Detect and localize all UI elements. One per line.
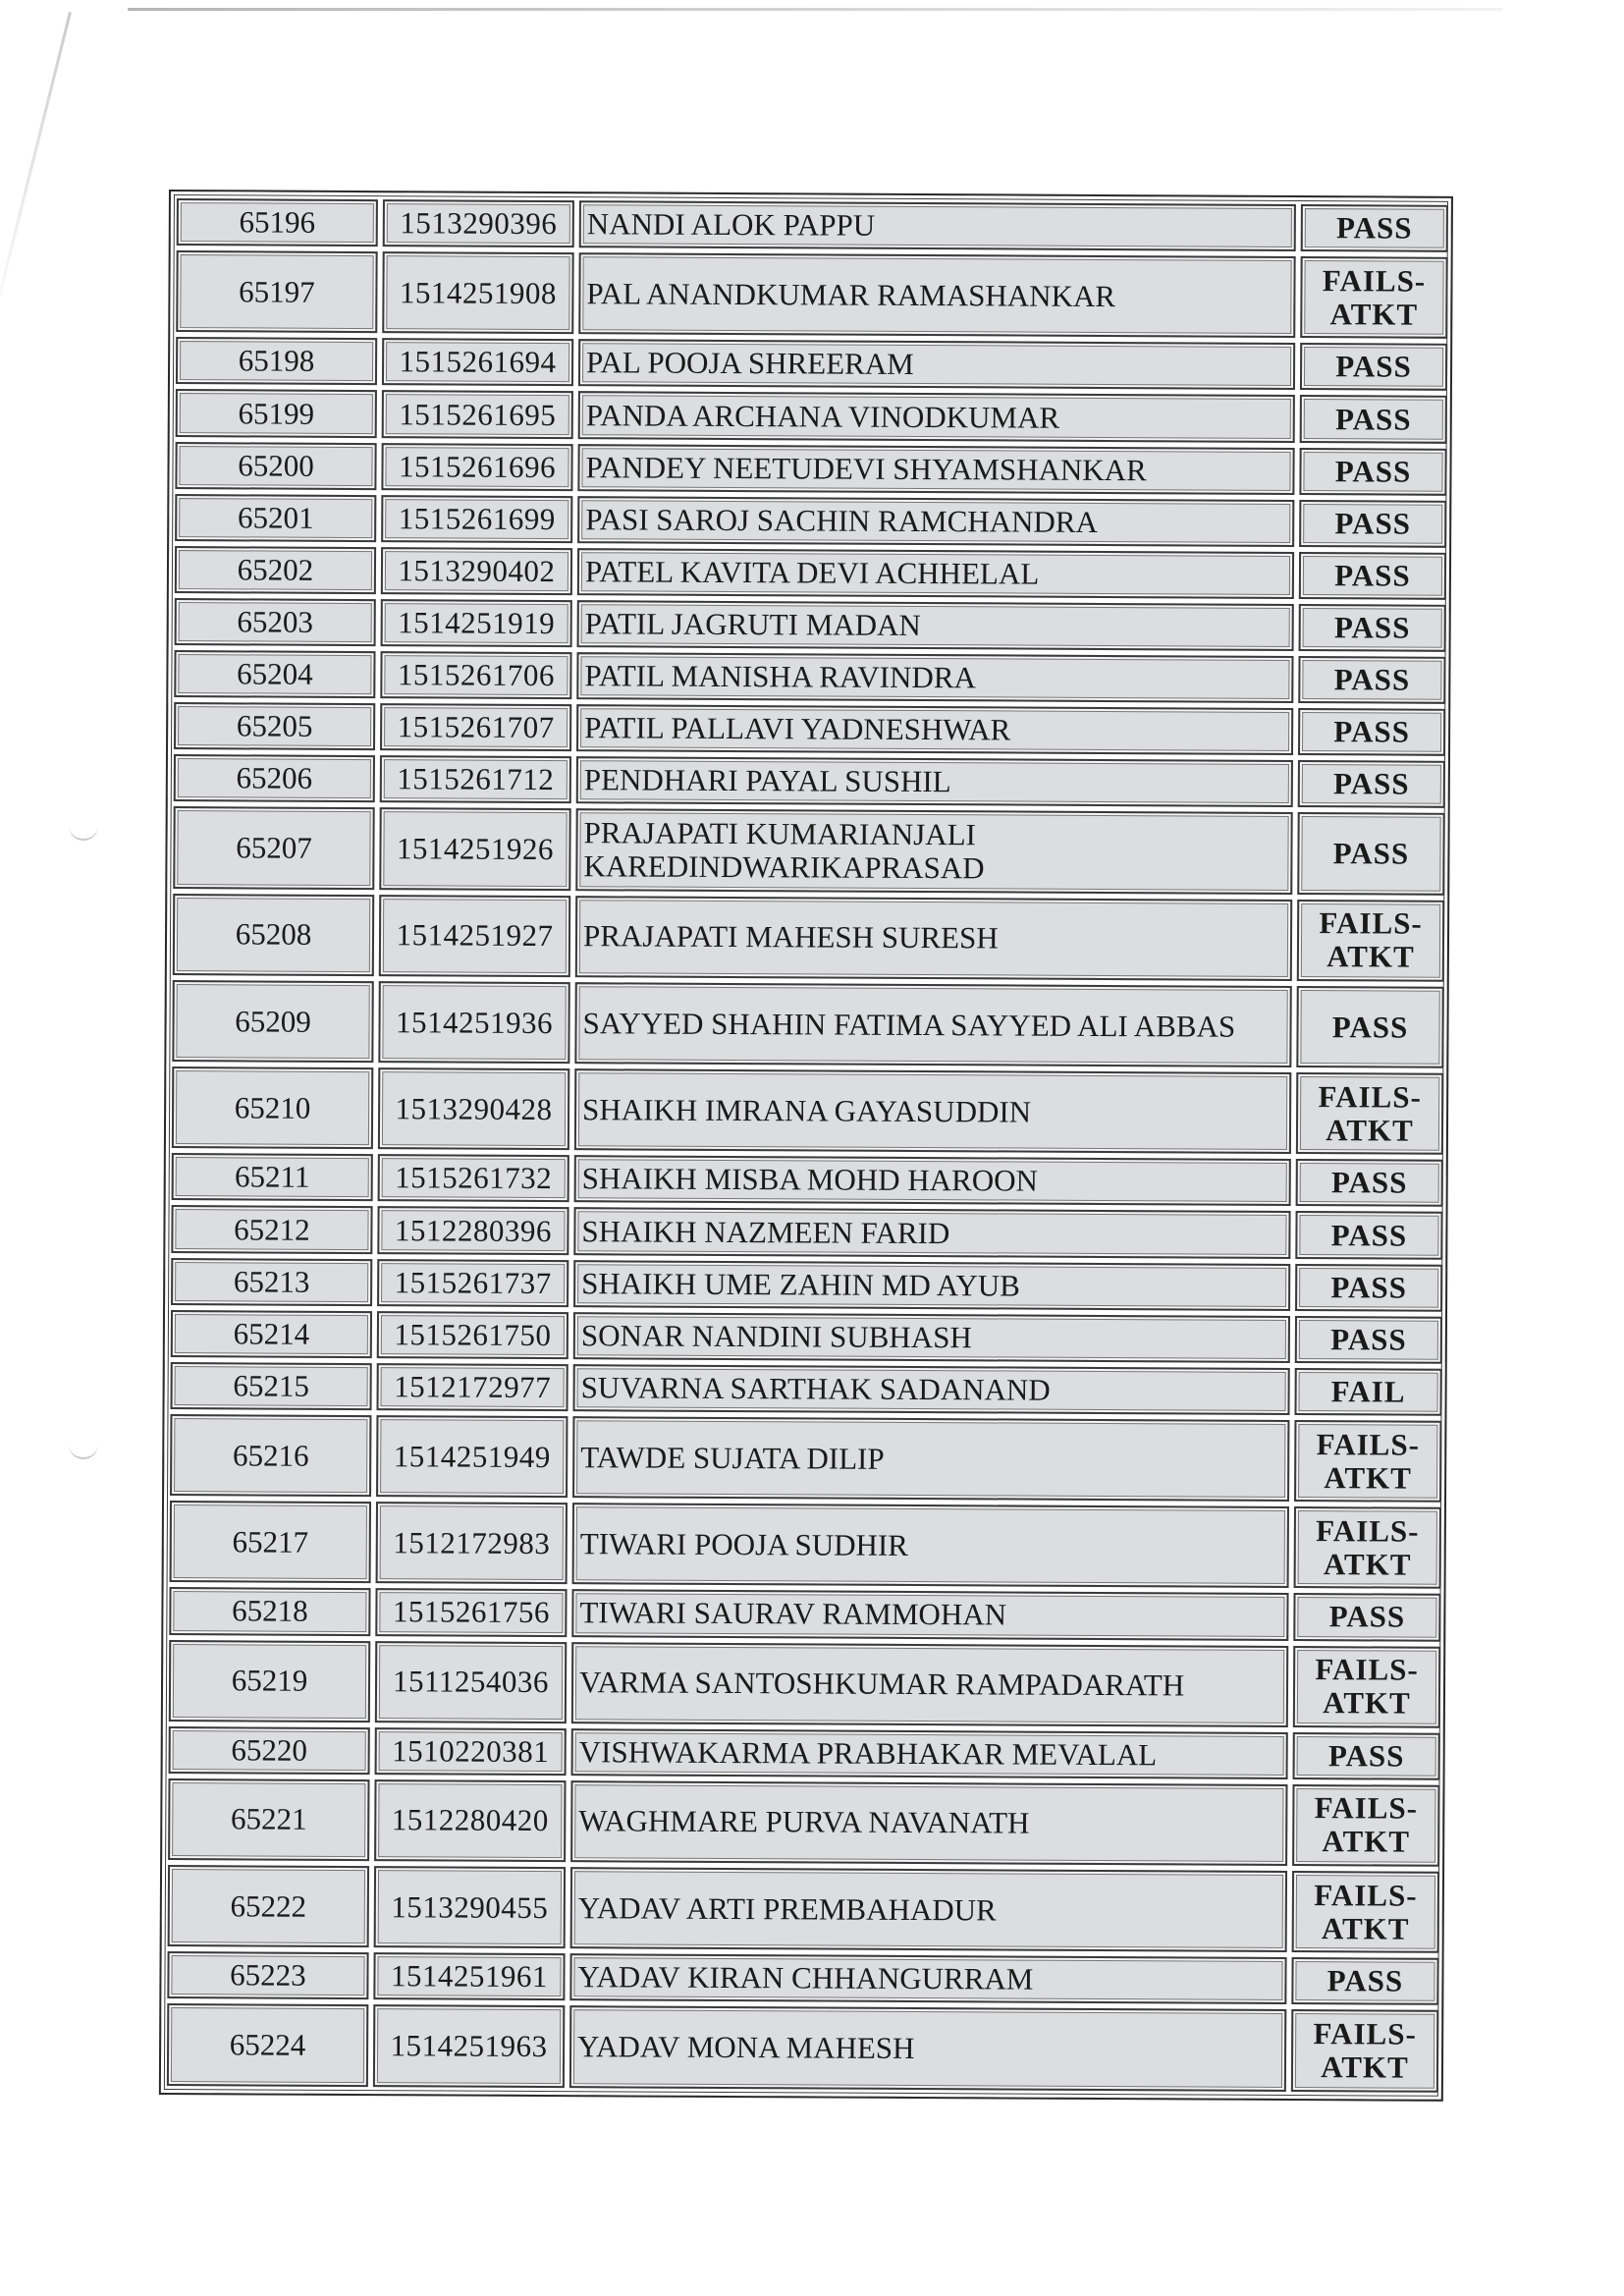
student-name-cell: VISHWAKARMA PRABHAKAR MEVALAL (571, 1728, 1288, 1779)
seat-number-cell: 65211 (172, 1153, 373, 1201)
prn-number-cell: 1512280420 (374, 1779, 566, 1862)
student-name-cell: SONAR NANDINI SUBHASH (573, 1312, 1290, 1363)
table-row (176, 390, 1447, 444)
result-status-cell: PASS (1298, 760, 1445, 808)
student-name-cell: PRAJAPATI MAHESH SURESH (575, 896, 1292, 981)
table-row (171, 1310, 1442, 1364)
seat-number-cell: 65217 (170, 1501, 371, 1583)
result-status-cell: PASS (1296, 986, 1443, 1068)
result-status-cell: PASS (1295, 1264, 1442, 1312)
table-row (168, 1865, 1439, 1953)
result-status-cell: FAIL (1294, 1368, 1441, 1416)
table-row (172, 1066, 1443, 1155)
seat-number-cell: 65223 (167, 1951, 368, 1999)
table-row (176, 337, 1447, 391)
table-row (168, 1778, 1439, 1867)
result-status-cell: PASS (1299, 448, 1446, 496)
prn-number-cell: 1515261696 (381, 443, 572, 491)
prn-number-cell: 1515261707 (380, 703, 571, 751)
table-row (176, 250, 1447, 339)
student-name-cell: TIWARI SAURAV RAMMOHAN (571, 1590, 1288, 1641)
student-name-cell: TAWDE SUJATA DILIP (572, 1416, 1289, 1502)
seat-number-cell: 65204 (174, 650, 375, 698)
result-status-cell: PASS (1291, 1957, 1438, 2005)
result-sheet (159, 190, 1453, 2102)
seat-number-cell: 65209 (172, 980, 373, 1063)
seat-number-cell: 65200 (175, 442, 376, 490)
seat-number-cell: 65215 (170, 1362, 371, 1410)
student-name-cell: VARMA SANTOSHKUMAR RAMPADARATH (571, 1642, 1288, 1727)
result-status-cell: PASS (1297, 812, 1444, 895)
table-row (169, 1587, 1440, 1641)
seat-number-cell: 65199 (176, 390, 377, 438)
seat-number-cell: 65196 (177, 198, 378, 246)
table-row (170, 1362, 1441, 1416)
seat-number-cell: 65201 (175, 494, 376, 542)
student-name-cell: PASI SAROJ SACHIN RAMCHANDRA (577, 496, 1294, 547)
seat-number-cell: 65213 (171, 1258, 372, 1306)
table-row (172, 980, 1443, 1068)
seat-number-cell: 65216 (170, 1414, 371, 1497)
table-row (169, 1640, 1440, 1728)
seat-number-cell: 65203 (175, 598, 376, 646)
student-name-cell: SHAIKH UME ZAHIN MD AYUB (573, 1260, 1290, 1311)
student-name-cell: SHAIKH IMRANA GAYASUDDIN (574, 1068, 1291, 1154)
seat-number-cell: 65197 (176, 250, 377, 333)
student-name-cell: PATIL MANISHA RAVINDRA (576, 652, 1293, 703)
prn-number-cell: 1513290396 (383, 199, 574, 247)
prn-number-cell: 1515261750 (377, 1311, 568, 1359)
result-status-cell: FAILS-ATKT (1293, 1646, 1440, 1728)
prn-number-cell: 1515261756 (375, 1589, 567, 1637)
punch-hole-top (69, 817, 98, 841)
table-row (167, 2003, 1438, 2092)
prn-number-cell: 1513290455 (374, 1866, 566, 1948)
student-name-cell: PAL ANANDKUMAR RAMASHANKAR (578, 252, 1295, 338)
prn-number-cell: 1515261732 (378, 1154, 569, 1202)
seat-number-cell: 65205 (174, 702, 375, 750)
scan-edge-top (128, 8, 1502, 11)
student-name-cell: YADAV ARTI PREMBAHADUR (570, 1867, 1287, 1952)
result-status-cell: PASS (1301, 204, 1448, 252)
result-status-cell: PASS (1299, 604, 1446, 652)
student-name-cell: SAYYED SHAHIN FATIMA SAYYED ALI ABBAS (574, 982, 1291, 1067)
prn-number-cell: 1514251949 (376, 1415, 568, 1498)
student-name-cell: PRAJAPATI KUMARIANJALI KAREDINDWARIKAPRASAD (575, 809, 1292, 895)
seat-number-cell: 65210 (172, 1066, 373, 1149)
table-row (175, 494, 1446, 548)
student-name-cell: SHAIKH NAZMEEN FARID (573, 1208, 1290, 1259)
prn-number-cell: 1514251936 (378, 981, 569, 1064)
table-row (174, 702, 1445, 756)
prn-number-cell: 1515261699 (381, 495, 572, 543)
punch-hole-bottom (69, 1436, 98, 1459)
result-status-cell: PASS (1293, 1593, 1440, 1641)
student-name-cell: PAL POOJA SHREERAM (578, 340, 1295, 391)
prn-number-cell: 1514251963 (373, 2005, 565, 2089)
result-status-cell: PASS (1293, 1732, 1440, 1780)
result-status-cell: PASS (1299, 552, 1446, 600)
prn-number-cell: 1514251919 (381, 599, 572, 647)
table-row (174, 754, 1445, 808)
student-name-cell: PENDHARI PAYAL SUSHIL (576, 757, 1293, 808)
table-row (175, 442, 1446, 496)
result-status-cell: FAILS-ATKT (1292, 1784, 1439, 1867)
table-row (170, 1501, 1441, 1589)
prn-number-cell: 1514251908 (382, 251, 573, 334)
student-name-cell: PATEL KAVITA DEVI ACHHELAL (577, 548, 1294, 599)
result-status-cell: FAILS-ATKT (1294, 1420, 1441, 1503)
seat-number-cell: 65208 (173, 894, 374, 976)
result-status-cell: FAILS-ATKT (1292, 1871, 1439, 1953)
student-name-cell: SUVARNA SARTHAK SADANAND (572, 1364, 1289, 1415)
seat-number-cell: 65222 (168, 1865, 369, 1947)
table-row (170, 1414, 1441, 1503)
seat-number-cell: 65224 (167, 2003, 368, 2087)
student-name-cell: PATIL PALLAVI YADNESHWAR (576, 704, 1293, 755)
table-row (167, 1951, 1438, 2005)
student-name-cell: YADAV MONA MAHESH (569, 2006, 1286, 2092)
seat-number-cell: 65202 (175, 546, 376, 594)
result-status-cell: PASS (1295, 1211, 1442, 1259)
prn-number-cell: 1515261694 (382, 338, 573, 386)
prn-number-cell: 1514251926 (379, 808, 570, 891)
table-row (175, 546, 1446, 600)
table-row (174, 650, 1445, 704)
results-table-body (167, 198, 1448, 2093)
seat-number-cell: 65214 (171, 1310, 372, 1358)
result-status-cell: PASS (1300, 396, 1447, 444)
prn-number-cell: 1515261695 (382, 391, 573, 439)
seat-number-cell: 65221 (168, 1778, 369, 1861)
prn-number-cell: 1512280396 (377, 1207, 568, 1255)
scan-edge-left (0, 12, 72, 327)
table-row (175, 598, 1446, 652)
seat-number-cell: 65219 (169, 1640, 370, 1722)
table-row (173, 894, 1444, 982)
prn-number-cell: 1515261737 (377, 1259, 568, 1307)
table-row (171, 1258, 1442, 1312)
prn-number-cell: 1511254036 (375, 1641, 567, 1723)
result-status-cell: FAILS-ATKT (1291, 2009, 1438, 2092)
prn-number-cell: 1514251961 (373, 1952, 565, 2000)
prn-number-cell: 1512172977 (376, 1363, 568, 1411)
student-name-cell: SHAIKH MISBA MOHD HAROON (574, 1156, 1291, 1207)
seat-number-cell: 65207 (173, 807, 374, 890)
seat-number-cell: 65218 (169, 1587, 370, 1635)
table-row (177, 198, 1448, 252)
result-status-cell: PASS (1298, 708, 1445, 756)
result-status-cell: PASS (1299, 500, 1446, 548)
result-status-cell: FAILS-ATKT (1300, 256, 1447, 339)
prn-number-cell: 1510220381 (375, 1727, 567, 1776)
seat-number-cell: 65198 (176, 337, 377, 385)
student-name-cell: NANDI ALOK PAPPU (579, 200, 1296, 251)
result-status-cell: FAILS-ATKT (1294, 1506, 1441, 1589)
prn-number-cell: 1513290428 (378, 1067, 569, 1150)
table-row (169, 1726, 1440, 1780)
student-name-cell: TIWARI POOJA SUDHIR (572, 1503, 1289, 1588)
student-name-cell: PANDA ARCHANA VINODKUMAR (578, 392, 1295, 443)
result-status-cell: FAILS-ATKT (1296, 1072, 1443, 1155)
student-name-cell: PATIL JAGRUTI MADAN (577, 600, 1294, 651)
table-row (172, 1153, 1443, 1207)
seat-number-cell: 65206 (174, 754, 375, 802)
results-table (162, 193, 1453, 2098)
result-status-cell: PASS (1295, 1316, 1442, 1364)
result-status-cell: PASS (1300, 343, 1447, 391)
table-row (173, 807, 1444, 896)
prn-number-cell: 1514251927 (379, 895, 570, 977)
table-row (171, 1205, 1442, 1259)
result-status-cell: PASS (1296, 1159, 1443, 1207)
result-status-cell: FAILS-ATKT (1297, 900, 1444, 982)
prn-number-cell: 1515261706 (380, 651, 571, 699)
seat-number-cell: 65212 (171, 1205, 372, 1253)
student-name-cell: PANDEY NEETUDEVI SHYAMSHANKAR (577, 444, 1294, 495)
prn-number-cell: 1513290402 (381, 547, 572, 595)
student-name-cell: YADAV KIRAN CHHANGURRAM (569, 1953, 1286, 2004)
result-status-cell: PASS (1298, 656, 1445, 704)
prn-number-cell: 1512172983 (376, 1502, 568, 1584)
student-name-cell: WAGHMARE PURVA NAVANATH (570, 1780, 1287, 1866)
seat-number-cell: 65220 (169, 1726, 370, 1775)
prn-number-cell: 1515261712 (380, 755, 571, 803)
